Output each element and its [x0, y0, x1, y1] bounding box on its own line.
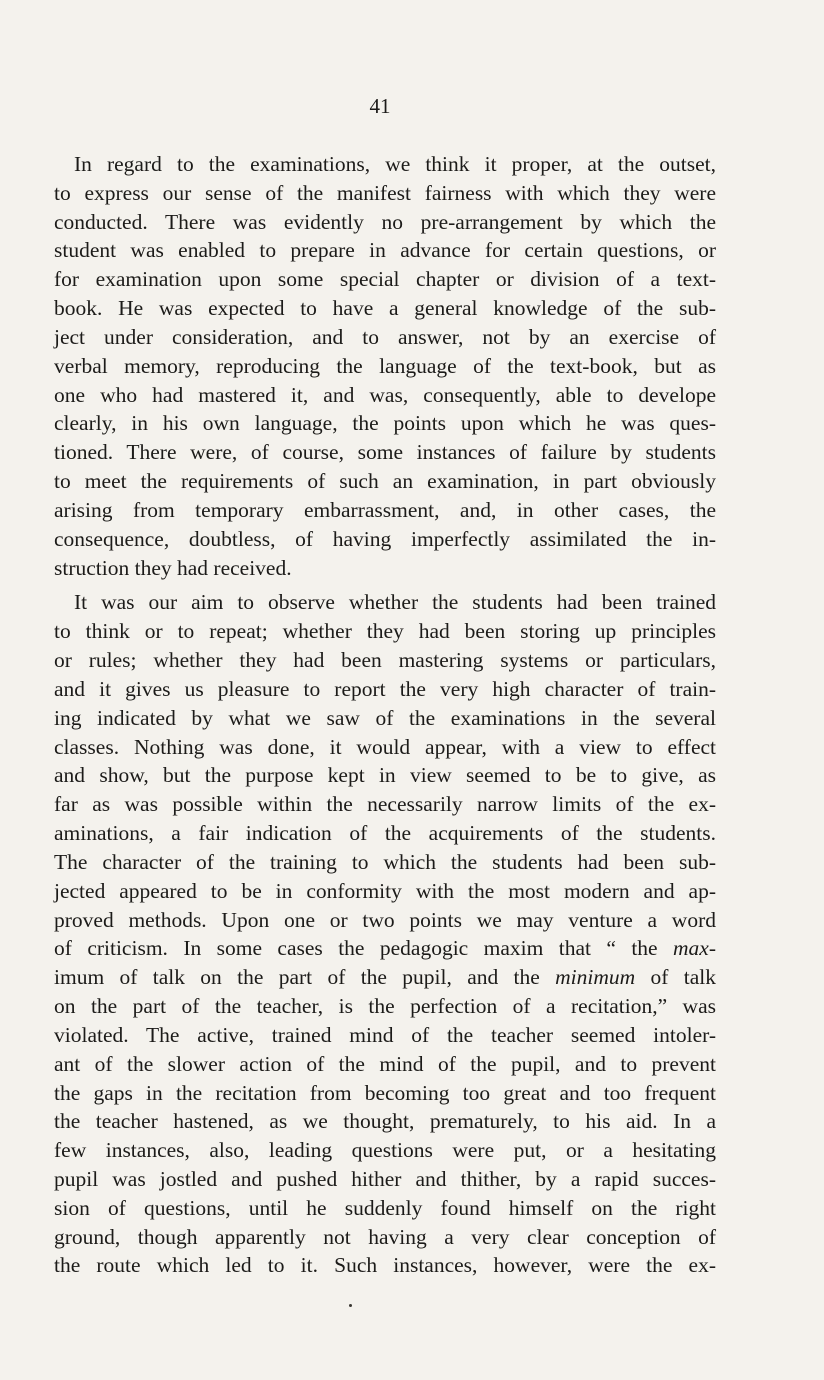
italic-term: max-	[673, 936, 716, 961]
text-line: the teacher hastened, as we thought, prematurely, to his aid. In a	[54, 1109, 716, 1134]
text-line: to think or to repeat; whether they had been storing up principles	[54, 619, 716, 644]
text-line: few instances, also, leading questions were put, or a hesitating	[54, 1138, 716, 1163]
text-line: the gaps in the recitation from becoming too great and too frequent	[54, 1080, 716, 1105]
paragraph-1	[54, 150, 716, 582]
text-line: arising from temporary embarrassment, and, in other cases, the	[54, 497, 716, 522]
text-line: of criticism. In some cases the pedagogic maxim that “ the max-	[54, 936, 716, 961]
text-line: or rules; whether they had been mastering systems or particulars,	[54, 648, 716, 673]
text-line: proved methods. Upon one or two points we may venture a word	[54, 907, 716, 932]
text-line: conducted. There was evidently no pre-arrangement by which the	[54, 209, 716, 234]
text-line: aminations, a fair indication of the acquirements of the students.	[54, 821, 716, 846]
text-line: consequence, doubtless, of having imperfectly assimilated the in-	[54, 526, 716, 551]
text-line: to express our sense of the manifest fairness with which they were	[54, 180, 716, 205]
text-line: sion of questions, until he suddenly found himself on the right	[54, 1195, 716, 1220]
text-line: clearly, in his own language, the points upon which he was ques-	[54, 411, 716, 436]
text-line: struction they had received.	[54, 555, 292, 580]
text-line: The character of the training to which the students had been sub-	[54, 849, 716, 874]
text-line: and show, but the purpose kept in view seemed to be to give, as	[54, 763, 716, 788]
text-line: ground, though apparently not having a very clear conception of	[54, 1224, 716, 1249]
text-line: ject under consideration, and to answer, not by an exercise of	[54, 324, 716, 349]
text-line: the route which led to it. Such instances, however, were the ex-	[54, 1253, 716, 1278]
text-line: pupil was jostled and pushed hither and thither, by a rapid succes-	[54, 1166, 716, 1191]
body-text	[54, 150, 716, 1280]
text-line: violated. The active, trained mind of the teacher seemed intoler-	[54, 1022, 716, 1047]
text-line: jected appeared to be in conformity with the most modern and ap-	[54, 878, 716, 903]
text-line: verbal memory, reproducing the language of the text-book, but as	[54, 353, 716, 378]
text-line: one who had mastered it, and was, consequently, able to develope	[54, 382, 716, 407]
text-line: on the part of the teacher, is the perfection of a recitation,” was	[54, 994, 716, 1019]
page-number: 41	[369, 94, 391, 118]
italic-term: minimum	[555, 965, 636, 990]
text-line: student was enabled to prepare in advance for certain questions, or	[54, 238, 716, 263]
text-line: and it gives us pleasure to report the very high character of train-	[54, 676, 716, 701]
text-line: far as was possible within the necessarily narrow limits of the ex-	[54, 792, 716, 817]
text-line: book. He was expected to have a general knowledge of the sub-	[54, 296, 716, 321]
text-line: for examination upon some special chapter or division of a text-	[54, 267, 716, 292]
text-line: ing indicated by what we saw of the examinations in the several	[54, 705, 716, 730]
paragraph-2	[54, 588, 716, 1280]
text-line: classes. Nothing was done, it would appear, with a view to effect	[54, 734, 716, 759]
text-line: In regard to the examinations, we think it proper, at the outset,	[74, 152, 716, 176]
text-line: ant of the slower action of the mind of the pupil, and to prevent	[54, 1051, 716, 1076]
text-line: to meet the requirements of such an examination, in part obviously	[54, 469, 716, 494]
text-line: imum of talk on the part of the pupil, and the minimum of talk	[54, 965, 716, 990]
text-line: tioned. There were, of course, some instances of failure by students	[54, 440, 716, 465]
text-line: It was our aim to observe whether the students had been trained	[74, 590, 716, 615]
ink-speck	[349, 1304, 352, 1307]
